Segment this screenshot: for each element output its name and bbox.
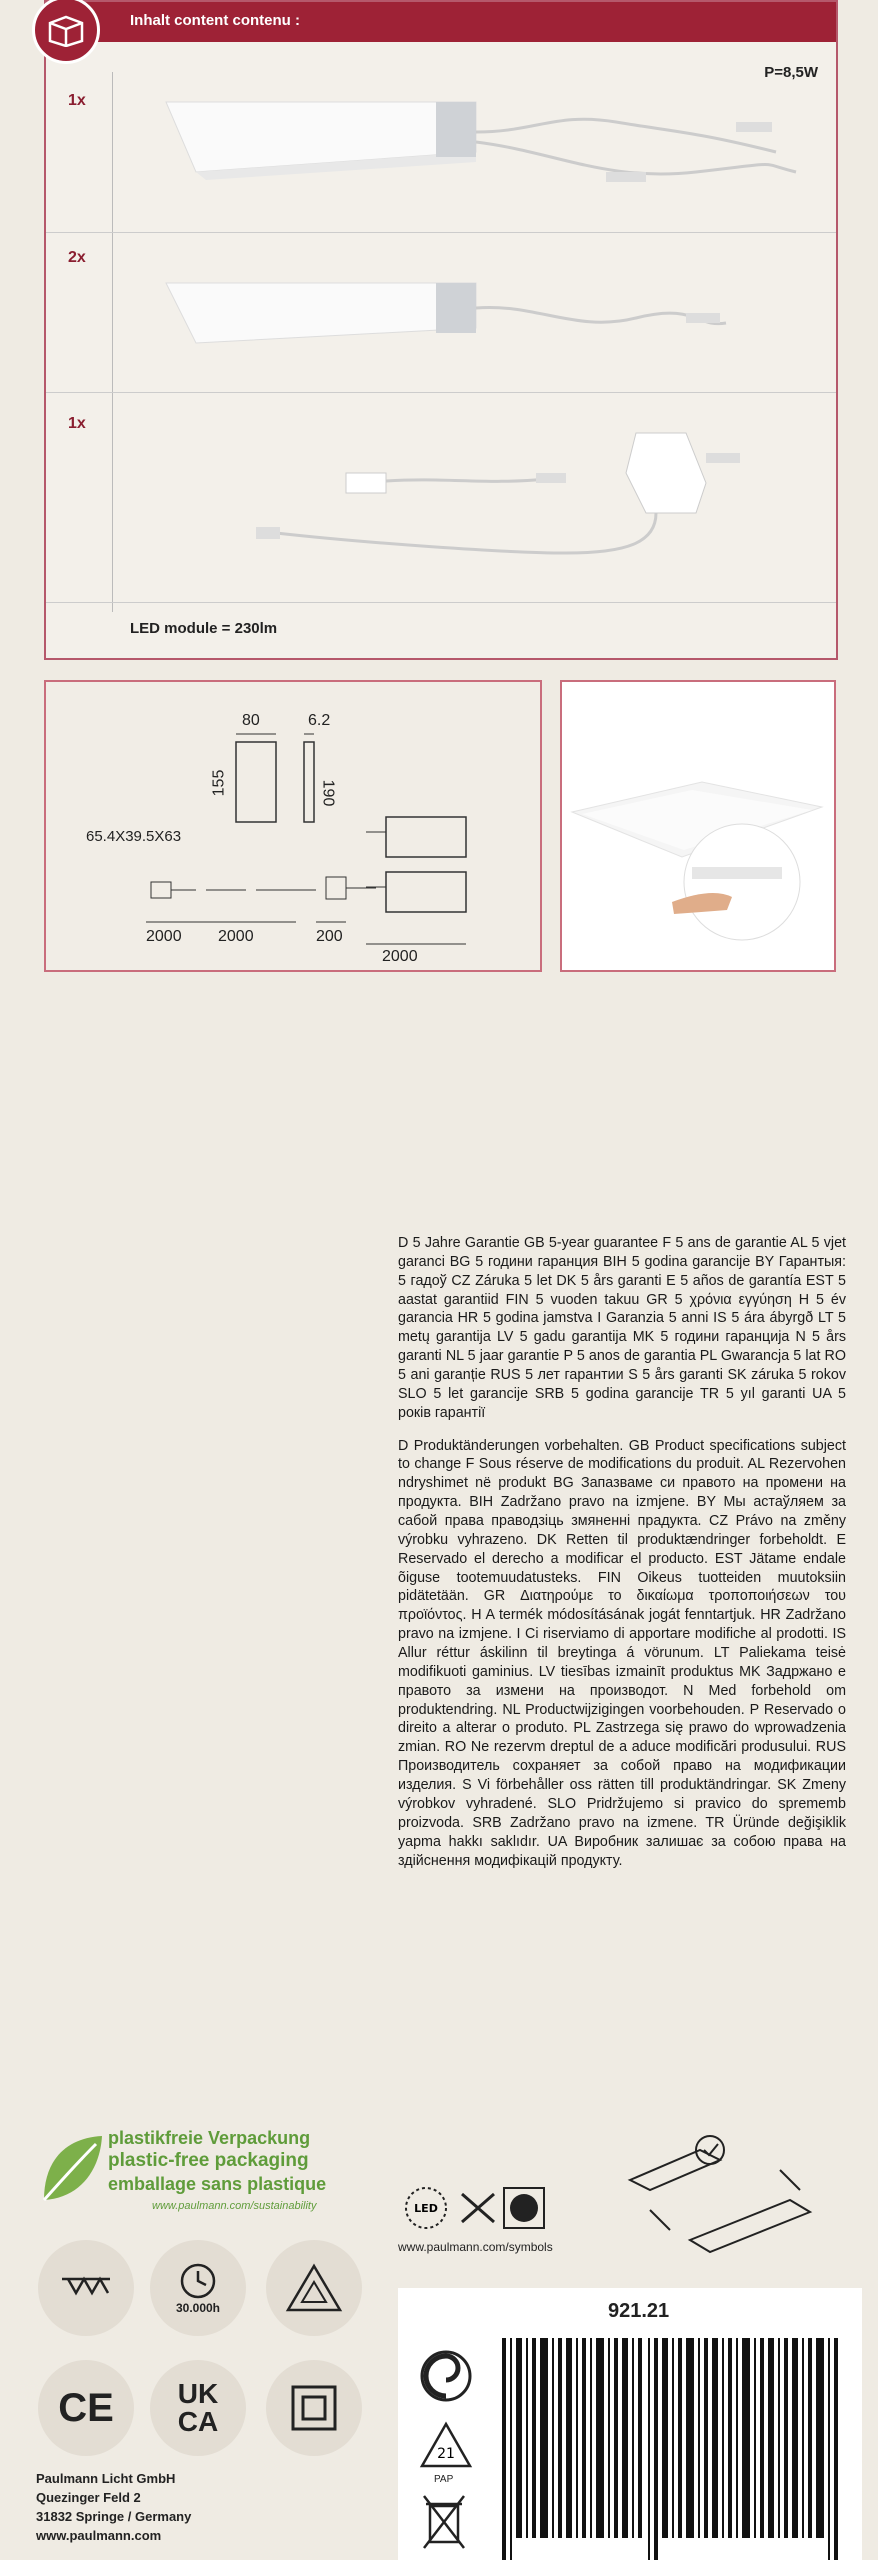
- led-panel-with-cable-icon: [136, 92, 816, 212]
- eco-url: www.paulmann.com/sustainability: [152, 2200, 317, 2212]
- item-qty: 1x: [68, 415, 86, 432]
- lifetime-label: 30.000h: [175, 2301, 221, 2315]
- eco-line-en: plastic-free packaging: [108, 2150, 309, 2171]
- led-symbol-text: LED: [414, 2202, 438, 2215]
- ukca-line2: CA: [177, 2406, 219, 2437]
- contents-header: [46, 2, 836, 42]
- company-street: Quezinger Feld 2: [36, 2489, 141, 2505]
- led-symbols-icon: [398, 2180, 578, 2236]
- dimension-panel: [44, 680, 542, 972]
- dim-depth: 6.2: [308, 712, 331, 729]
- warning-triangle-icon: [284, 2262, 344, 2314]
- dim-height: 155: [210, 769, 228, 797]
- cable-length-3: 200: [316, 928, 343, 945]
- eco-badge: [36, 2120, 376, 2230]
- company-city: 31832 Springe / Germany: [36, 2508, 192, 2524]
- led-panel-icon: [136, 273, 736, 363]
- ce-mark: CE: [38, 2360, 134, 2456]
- symbols-url: www.paulmann.com/symbols: [398, 2240, 553, 2254]
- eco-line-fr: emballage sans plastique: [108, 2174, 327, 2194]
- product-change-text: D Produktänderungen vorbehalten. GB Product specifications subject to change F Sous réserve de modifications du produit. AL Rezervohen ndryshimet në produkt BG Запазваме си правото на промени на продукта. BIH Zadržano pravo na izmjene. BY Мы астаўляем за сабой права праводзіць змяненні прадукта. CZ Právo na změny výrobku vyhrazeno. DK Retten til produktændringer forbeholdt. E Reservado el derecho a modificar el producto. EST Jätame endale õiguse tootemuudatusteks. FIN Oikeus tuotteiden muutoksiin pidätetään. GR Διατηρούμε το δικαίωμα τροποποιήσεων του προϊόντος. H A termék módosításának jogát fenntartjuk. HR Zadržano pravo na izmjene. I Ci riserviamo di apportare modifiche al prodotti. IS Allur réttur áskilinn til breytinga á vörunum. LT Paliekama teisė modifikuoti gaminius. LV tiesības izmainīt produktus MK Задржано е правото за измени на производот. N Med forbehold om produktendring. NL Productwijzigingen voorbehouden. P Reservado o direito a alterar o produto. PL Zastrzega się prawo do wprowadzenia zmian. RO Ne rezervm dreptul de a aduce modificări produsului. RUS Производитель сохраняет за собой право на модификации изделия. S Vi förbehåller oss rätten till produktändringar. SK Zmeny výrobkov vyhradené. SLO Pridržujemo si pravico do sprememb proizvoda. SRB Zadržano pravo na izmene. TR Üründe değişiklik yapma hakkı saklıdır. UA Виробник залишає за собою права на здійснення модифікацій продукту.: [398, 1437, 846, 1869]
- lamp-chain-icon: [58, 2273, 114, 2303]
- article-number: 921.21: [608, 2300, 670, 2322]
- box-icon: [32, 0, 100, 64]
- eco-line-de: plastikfreie Verpackung: [108, 2128, 311, 2148]
- content-row: [46, 72, 836, 232]
- waste-bin-icon: [420, 2492, 468, 2552]
- cable-length-1: 2000: [146, 928, 182, 945]
- divider-horizontal: [46, 602, 836, 603]
- barcode-area: [398, 2288, 862, 2560]
- barcode: [502, 2338, 852, 2560]
- double-square-icon: [289, 2383, 339, 2433]
- content-row: [46, 232, 836, 392]
- company-name: Paulmann Licht GmbH: [36, 2471, 176, 2486]
- power-supply-and-sensor-icon: [166, 413, 786, 593]
- cable-length-2: 2000: [218, 928, 254, 945]
- recycle-label: PAP: [434, 2474, 454, 2485]
- contents-title: Inhalt content contenu :: [130, 12, 300, 29]
- dimension-drawing-icon: [46, 682, 544, 974]
- cable-length-4: 2000: [382, 948, 418, 965]
- legal-text: [398, 1234, 846, 1884]
- dim-width: 80: [242, 712, 260, 729]
- ukca-mark: [150, 2360, 246, 2456]
- guarantee-text: D 5 Jahre Garantie GB 5-year guarantee F 5 ans de garantie AL 5 vjet garanci BG 5 години гаранция BIH 5 godina garancije BY Гарантыя: 5 гадоў CZ Záruka 5 let DK 5 års garanti E 5 años de garantía EST 5 aastat garantiid FIN 5 vuoden takuu GR 5 χρόνια εγγύηση H 5 év garancia HR 5 godina jamstva I Garanzia 5 anni IS 5 ára ábyrgð LT 5 metų garantija LV 5 gadu garantija MK 5 години гаранција N 5 års garanti NL 5 jaar garantie P 5 anos de garantia PL Gwarancja 5 lat RO 5 ani garanție RUS 5 лет гарантии S 5 års garanti SK záruka 5 rokov SLO 5 let garancije SRB 5 godina garancije TR 5 yıl garanti UA 5 років гарантії: [398, 1235, 846, 1421]
- furniture-symbol: [266, 2240, 362, 2336]
- power-label: P=8,5W: [764, 64, 818, 81]
- green-dot-icon: [418, 2348, 474, 2404]
- product-photo-image: [562, 682, 834, 970]
- installation-clip-icon: [610, 2130, 830, 2270]
- lifetime-symbol: [150, 2240, 246, 2336]
- item-qty: 2x: [68, 249, 86, 266]
- dim-height2: 190: [319, 779, 337, 807]
- recycle-icon: [418, 2418, 474, 2474]
- driver-size: 65.4X39.5X63: [86, 828, 182, 845]
- dimmable-symbol: [38, 2240, 134, 2336]
- class-ii-symbol: [266, 2360, 362, 2456]
- leaf-icon: [36, 2130, 106, 2210]
- ukca-line1: UK: [177, 2378, 219, 2409]
- product-photo: [560, 680, 836, 972]
- recycle-code: 21: [437, 2446, 455, 2462]
- company-address: [36, 2470, 191, 2545]
- content-row: [46, 392, 836, 602]
- led-module-label: LED module = 230lm: [130, 620, 278, 637]
- clock-icon: [178, 2261, 218, 2301]
- company-web: www.paulmann.com: [36, 2527, 162, 2543]
- contents-panel: [44, 0, 838, 660]
- item-qty: 1x: [68, 92, 86, 109]
